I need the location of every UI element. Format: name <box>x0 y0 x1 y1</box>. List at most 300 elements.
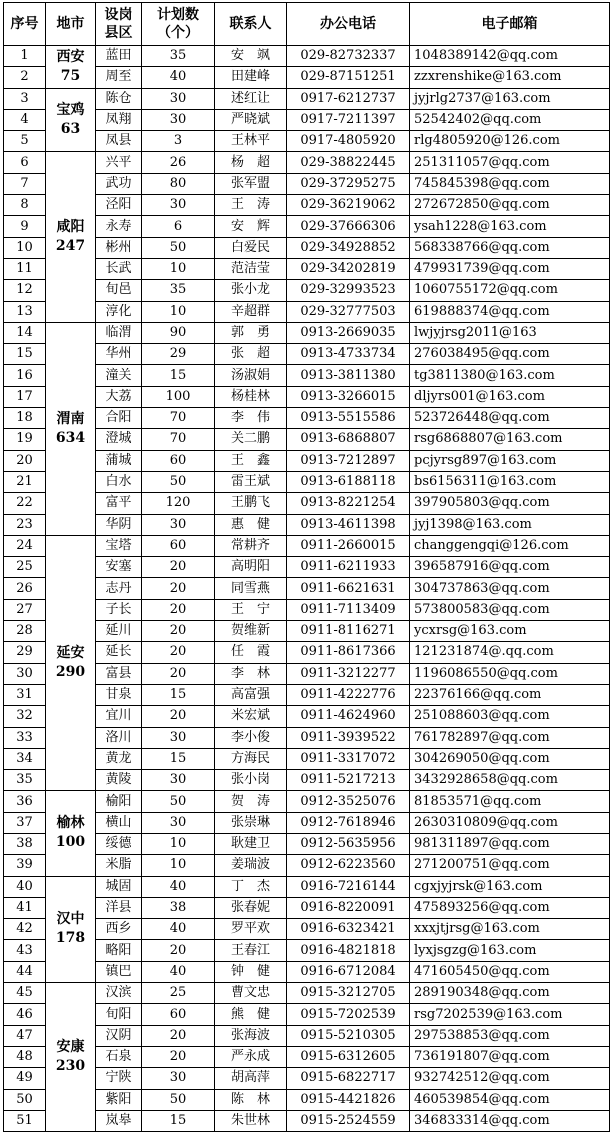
row-county: 洋县 <box>96 897 142 918</box>
row-phone: 0913-4733734 <box>287 344 410 365</box>
region-name: 咸阳 <box>56 219 85 236</box>
row-email: bs6156311@163.com <box>410 471 610 492</box>
row-plan: 15 <box>142 684 215 705</box>
row-index: 1 <box>4 46 46 67</box>
row-email: jyj1398@163.com <box>410 514 610 535</box>
row-plan: 15 <box>142 365 215 386</box>
row-plan: 60 <box>142 535 215 556</box>
row-index: 41 <box>4 897 46 918</box>
row-plan: 20 <box>142 1046 215 1067</box>
row-email: 471605450@qq.com <box>410 961 610 982</box>
row-contact: 同雪燕 <box>215 578 287 599</box>
row-plan: 120 <box>142 493 215 514</box>
row-email: 396587916@qq.com <box>410 557 610 578</box>
row-email: lwjyjrsg2011@163 <box>410 322 610 343</box>
row-county: 凤县 <box>96 131 142 152</box>
row-county: 延川 <box>96 621 142 642</box>
row-county: 淳化 <box>96 301 142 322</box>
row-county: 洛川 <box>96 727 142 748</box>
row-contact: 常耕齐 <box>215 535 287 556</box>
row-phone: 0911-5217213 <box>287 770 410 791</box>
row-index: 35 <box>4 770 46 791</box>
row-email: 22376166@qq.com <box>410 684 610 705</box>
row-email: 52542402@qq.com <box>410 109 610 130</box>
region-cell <box>46 322 96 535</box>
row-county: 宁陕 <box>96 1068 142 1089</box>
row-plan: 30 <box>142 195 215 216</box>
row-county: 汉滨 <box>96 983 142 1004</box>
row-contact: 张军盟 <box>215 173 287 194</box>
row-email: lyxjsgzg@163.com <box>410 940 610 961</box>
row-email: 981311897@qq.com <box>410 833 610 854</box>
region-cell <box>46 46 96 89</box>
row-plan: 26 <box>142 152 215 173</box>
row-plan: 10 <box>142 855 215 876</box>
row-index: 29 <box>4 642 46 663</box>
row-email: 523726448@qq.com <box>410 408 610 429</box>
row-index: 40 <box>4 876 46 897</box>
table-row <box>4 88 610 109</box>
row-phone: 0911-6211933 <box>287 557 410 578</box>
region-name: 榆林 <box>56 815 85 832</box>
row-plan: 50 <box>142 791 215 812</box>
row-county: 华阴 <box>96 514 142 535</box>
row-plan: 15 <box>142 1110 215 1131</box>
row-phone: 0911-4624960 <box>287 706 410 727</box>
row-plan: 60 <box>142 450 215 471</box>
row-county: 汉阴 <box>96 1025 142 1046</box>
row-county: 陈仓 <box>96 88 142 109</box>
row-contact: 张小龙 <box>215 280 287 301</box>
row-email: 932742512@qq.com <box>410 1068 610 1089</box>
row-email: 304269050@qq.com <box>410 748 610 769</box>
row-plan: 40 <box>142 876 215 897</box>
row-plan: 50 <box>142 237 215 258</box>
row-index: 28 <box>4 621 46 642</box>
row-county: 略阳 <box>96 940 142 961</box>
row-index: 16 <box>4 365 46 386</box>
row-email: 251311057@qq.com <box>410 152 610 173</box>
header-phone: 办公电话 <box>287 3 410 46</box>
row-index: 11 <box>4 258 46 279</box>
row-contact: 熊 健 <box>215 1004 287 1025</box>
row-plan: 6 <box>142 216 215 237</box>
row-plan: 10 <box>142 301 215 322</box>
row-phone: 0913-8221254 <box>287 493 410 514</box>
row-county: 长武 <box>96 258 142 279</box>
row-plan: 20 <box>142 1025 215 1046</box>
row-contact: 王 涛 <box>215 195 287 216</box>
region-total: 634 <box>55 429 86 446</box>
row-email: 397905803@qq.com <box>410 493 610 514</box>
row-contact: 王春江 <box>215 940 287 961</box>
row-index: 13 <box>4 301 46 322</box>
row-phone: 029-32993523 <box>287 280 410 301</box>
row-contact: 张小岗 <box>215 770 287 791</box>
row-email: 121231874@.qq.com <box>410 642 610 663</box>
row-index: 44 <box>4 961 46 982</box>
row-index: 20 <box>4 450 46 471</box>
row-county: 黄龙 <box>96 748 142 769</box>
row-phone: 0911-7113409 <box>287 599 410 620</box>
row-county: 旬邑 <box>96 280 142 301</box>
row-county: 甘泉 <box>96 684 142 705</box>
row-email: zzxrenshike@163.com <box>410 67 610 88</box>
row-plan: 10 <box>142 258 215 279</box>
row-phone: 0915-3212705 <box>287 983 410 1004</box>
row-email: rsg6868807@163.com <box>410 429 610 450</box>
row-county: 绥德 <box>96 833 142 854</box>
row-email: 1048389142@qq.com <box>410 46 610 67</box>
row-county: 子长 <box>96 599 142 620</box>
row-email: cgxjyjrsk@163.com <box>410 876 610 897</box>
row-county: 延长 <box>96 642 142 663</box>
row-contact: 杨桂林 <box>215 386 287 407</box>
region-cell <box>46 152 96 322</box>
row-plan: 20 <box>142 940 215 961</box>
row-index: 10 <box>4 237 46 258</box>
row-phone: 0915-6822717 <box>287 1068 410 1089</box>
row-email: 460539854@qq.com <box>410 1089 610 1110</box>
row-plan: 50 <box>142 471 215 492</box>
region-name: 渭南 <box>56 410 85 427</box>
row-county: 宜川 <box>96 706 142 727</box>
row-contact: 范洁莹 <box>215 258 287 279</box>
row-email: 2630310809@qq.com <box>410 812 610 833</box>
row-phone: 029-82732337 <box>287 46 410 67</box>
row-county: 志丹 <box>96 578 142 599</box>
row-phone: 0915-2524559 <box>287 1110 410 1131</box>
row-plan: 40 <box>142 67 215 88</box>
row-contact: 安 飒 <box>215 46 287 67</box>
row-phone: 0916-7216144 <box>287 876 410 897</box>
row-plan: 10 <box>142 833 215 854</box>
row-contact: 王林平 <box>215 131 287 152</box>
row-plan: 20 <box>142 642 215 663</box>
row-contact: 张春妮 <box>215 897 287 918</box>
region-total: 230 <box>55 1058 86 1075</box>
row-phone: 0916-6323421 <box>287 919 410 940</box>
row-index: 39 <box>4 855 46 876</box>
row-email: 573800583@qq.com <box>410 599 610 620</box>
row-plan: 40 <box>142 961 215 982</box>
row-email: 289190348@qq.com <box>410 983 610 1004</box>
row-county: 泾阳 <box>96 195 142 216</box>
header-county-line1: 设岗 <box>104 7 133 23</box>
row-plan: 70 <box>142 429 215 450</box>
row-index: 36 <box>4 791 46 812</box>
row-contact: 贺维新 <box>215 621 287 642</box>
region-total: 63 <box>60 121 81 138</box>
row-plan: 38 <box>142 897 215 918</box>
row-county: 黄陵 <box>96 770 142 791</box>
row-county: 城固 <box>96 876 142 897</box>
row-index: 18 <box>4 408 46 429</box>
row-email: pcjyrsg897@163.com <box>410 450 610 471</box>
table-row <box>4 152 610 173</box>
row-index: 25 <box>4 557 46 578</box>
row-phone: 0917-7211397 <box>287 109 410 130</box>
row-contact: 姜瑞波 <box>215 855 287 876</box>
row-contact: 王 鑫 <box>215 450 287 471</box>
row-county: 石泉 <box>96 1046 142 1067</box>
row-index: 43 <box>4 940 46 961</box>
row-plan: 20 <box>142 557 215 578</box>
row-county: 榆阳 <box>96 791 142 812</box>
row-phone: 0916-4821818 <box>287 940 410 961</box>
row-index: 42 <box>4 919 46 940</box>
header-county-line2: 县区 <box>104 25 133 41</box>
row-county: 米脂 <box>96 855 142 876</box>
row-email: changgengqi@126.com <box>410 535 610 556</box>
row-phone: 0911-8116271 <box>287 621 410 642</box>
row-phone: 029-38822445 <box>287 152 410 173</box>
table-body <box>4 46 610 1132</box>
row-email: 619888374@qq.com <box>410 301 610 322</box>
row-county: 临渭 <box>96 322 142 343</box>
row-index: 46 <box>4 1004 46 1025</box>
row-county: 蒲城 <box>96 450 142 471</box>
row-contact: 李 伟 <box>215 408 287 429</box>
row-contact: 胡高萍 <box>215 1068 287 1089</box>
row-contact: 王鹏飞 <box>215 493 287 514</box>
row-phone: 029-37666306 <box>287 216 410 237</box>
row-contact: 张 超 <box>215 344 287 365</box>
row-plan: 20 <box>142 663 215 684</box>
row-phone: 0915-5210305 <box>287 1025 410 1046</box>
row-email: 479931739@qq.com <box>410 258 610 279</box>
row-contact: 米宏斌 <box>215 706 287 727</box>
row-plan: 40 <box>142 919 215 940</box>
row-index: 37 <box>4 812 46 833</box>
row-plan: 90 <box>142 322 215 343</box>
row-email: jyjrlg2737@163.com <box>410 88 610 109</box>
row-index: 21 <box>4 471 46 492</box>
row-email: rlg4805920@126.com <box>410 131 610 152</box>
row-email: tg3811380@163.com <box>410 365 610 386</box>
row-plan: 30 <box>142 514 215 535</box>
row-email: 568338766@qq.com <box>410 237 610 258</box>
header-plan-line1: 计划数 <box>157 7 199 23</box>
row-email: 272672850@qq.com <box>410 195 610 216</box>
row-contact: 李小俊 <box>215 727 287 748</box>
row-contact: 曹文忠 <box>215 983 287 1004</box>
row-plan: 30 <box>142 109 215 130</box>
row-index: 38 <box>4 833 46 854</box>
header-county <box>96 3 142 46</box>
region-total: 178 <box>55 930 86 947</box>
row-plan: 30 <box>142 812 215 833</box>
row-contact: 丁 杰 <box>215 876 287 897</box>
row-phone: 029-37295275 <box>287 173 410 194</box>
row-phone: 0912-6223560 <box>287 855 410 876</box>
header-city: 地市 <box>46 3 96 46</box>
row-contact: 述红让 <box>215 88 287 109</box>
row-plan: 30 <box>142 88 215 109</box>
row-county: 潼关 <box>96 365 142 386</box>
row-phone: 0911-6621631 <box>287 578 410 599</box>
row-contact: 雷王斌 <box>215 471 287 492</box>
row-contact: 杨 超 <box>215 152 287 173</box>
row-index: 5 <box>4 131 46 152</box>
row-index: 17 <box>4 386 46 407</box>
row-plan: 100 <box>142 386 215 407</box>
row-county: 武功 <box>96 173 142 194</box>
row-contact: 辛超群 <box>215 301 287 322</box>
row-plan: 30 <box>142 727 215 748</box>
row-county: 兴平 <box>96 152 142 173</box>
row-index: 26 <box>4 578 46 599</box>
row-phone: 0916-8220091 <box>287 897 410 918</box>
region-total: 100 <box>55 834 86 851</box>
row-county: 旬阳 <box>96 1004 142 1025</box>
table-row <box>4 876 610 897</box>
row-phone: 0913-6868807 <box>287 429 410 450</box>
row-phone: 0911-3939522 <box>287 727 410 748</box>
row-contact: 郭 勇 <box>215 322 287 343</box>
row-contact: 高明阳 <box>215 557 287 578</box>
row-index: 51 <box>4 1110 46 1131</box>
row-email: xxxjtjrsg@163.com <box>410 919 610 940</box>
row-contact: 陈 林 <box>215 1089 287 1110</box>
region-cell <box>46 791 96 876</box>
row-index: 19 <box>4 429 46 450</box>
row-email: 736191807@qq.com <box>410 1046 610 1067</box>
row-phone: 0913-2669035 <box>287 322 410 343</box>
row-email: 475893256@qq.com <box>410 897 610 918</box>
row-phone: 0912-7618946 <box>287 812 410 833</box>
region-name: 宝鸡 <box>56 102 85 119</box>
header-email: 电子邮箱 <box>410 3 610 46</box>
row-email: 297538853@qq.com <box>410 1025 610 1046</box>
row-county: 蓝田 <box>96 46 142 67</box>
row-phone: 0915-7202539 <box>287 1004 410 1025</box>
row-contact: 关二鹏 <box>215 429 287 450</box>
row-index: 24 <box>4 535 46 556</box>
row-county: 大荔 <box>96 386 142 407</box>
row-index: 9 <box>4 216 46 237</box>
row-email: 276038495@qq.com <box>410 344 610 365</box>
row-contact: 安 辉 <box>215 216 287 237</box>
row-plan: 20 <box>142 621 215 642</box>
row-email: 761782897@qq.com <box>410 727 610 748</box>
row-phone: 0913-3811380 <box>287 365 410 386</box>
row-email: ysah1228@163.com <box>410 216 610 237</box>
row-contact: 李 林 <box>215 663 287 684</box>
row-phone: 0912-3525076 <box>287 791 410 812</box>
row-email: dljyrs001@163.com <box>410 386 610 407</box>
row-index: 34 <box>4 748 46 769</box>
row-plan: 29 <box>142 344 215 365</box>
row-phone: 0915-4421826 <box>287 1089 410 1110</box>
row-contact: 白爱民 <box>215 237 287 258</box>
row-county: 澄城 <box>96 429 142 450</box>
header-plan <box>142 3 215 46</box>
region-cell <box>46 535 96 791</box>
row-plan: 20 <box>142 706 215 727</box>
row-phone: 0917-6212737 <box>287 88 410 109</box>
row-county: 西乡 <box>96 919 142 940</box>
row-contact: 耿建卫 <box>215 833 287 854</box>
row-index: 2 <box>4 67 46 88</box>
row-county: 永寿 <box>96 216 142 237</box>
row-plan: 35 <box>142 46 215 67</box>
row-index: 22 <box>4 493 46 514</box>
table-row <box>4 46 610 67</box>
row-county: 安塞 <box>96 557 142 578</box>
row-index: 14 <box>4 322 46 343</box>
row-county: 白水 <box>96 471 142 492</box>
row-plan: 20 <box>142 578 215 599</box>
row-index: 32 <box>4 706 46 727</box>
row-contact: 钟 健 <box>215 961 287 982</box>
row-email: 3432928658@qq.com <box>410 770 610 791</box>
row-email: 304737863@qq.com <box>410 578 610 599</box>
row-contact: 罗平欢 <box>215 919 287 940</box>
row-county: 紫阳 <box>96 1089 142 1110</box>
header-index: 序号 <box>4 3 46 46</box>
row-phone: 0913-6188118 <box>287 471 410 492</box>
row-index: 12 <box>4 280 46 301</box>
row-plan: 3 <box>142 131 215 152</box>
region-name: 延安 <box>56 645 85 662</box>
row-county: 周至 <box>96 67 142 88</box>
row-contact: 严永成 <box>215 1046 287 1067</box>
row-email: 271200751@qq.com <box>410 855 610 876</box>
row-phone: 0917-4805920 <box>287 131 410 152</box>
row-plan: 25 <box>142 983 215 1004</box>
row-index: 45 <box>4 983 46 1004</box>
row-index: 48 <box>4 1046 46 1067</box>
region-total: 75 <box>60 67 81 84</box>
row-phone: 0913-4611398 <box>287 514 410 535</box>
header-row <box>4 3 610 46</box>
row-county: 镇巴 <box>96 961 142 982</box>
row-phone: 0911-3317072 <box>287 748 410 769</box>
region-cell <box>46 876 96 982</box>
region-name: 汉中 <box>56 911 85 928</box>
row-phone: 029-34202819 <box>287 258 410 279</box>
row-phone: 029-36219062 <box>287 195 410 216</box>
row-index: 3 <box>4 88 46 109</box>
row-phone: 029-32777503 <box>287 301 410 322</box>
row-index: 27 <box>4 599 46 620</box>
row-county: 彬州 <box>96 237 142 258</box>
row-email: 251088603@qq.com <box>410 706 610 727</box>
row-index: 30 <box>4 663 46 684</box>
row-plan: 30 <box>142 770 215 791</box>
row-email: ycxrsg@163.com <box>410 621 610 642</box>
row-index: 6 <box>4 152 46 173</box>
region-total: 247 <box>55 238 86 255</box>
row-index: 49 <box>4 1068 46 1089</box>
header-contact: 联系人 <box>215 3 287 46</box>
row-index: 50 <box>4 1089 46 1110</box>
row-county: 宝塔 <box>96 535 142 556</box>
row-plan: 60 <box>142 1004 215 1025</box>
row-contact: 高富强 <box>215 684 287 705</box>
row-contact: 汤淑娟 <box>215 365 287 386</box>
row-phone: 0913-3266015 <box>287 386 410 407</box>
row-plan: 50 <box>142 1089 215 1110</box>
row-phone: 0916-6712084 <box>287 961 410 982</box>
row-index: 7 <box>4 173 46 194</box>
row-phone: 0913-7212897 <box>287 450 410 471</box>
row-email: 81853571@qq.com <box>410 791 610 812</box>
row-phone: 0913-5515586 <box>287 408 410 429</box>
row-contact: 方海民 <box>215 748 287 769</box>
region-cell <box>46 88 96 152</box>
